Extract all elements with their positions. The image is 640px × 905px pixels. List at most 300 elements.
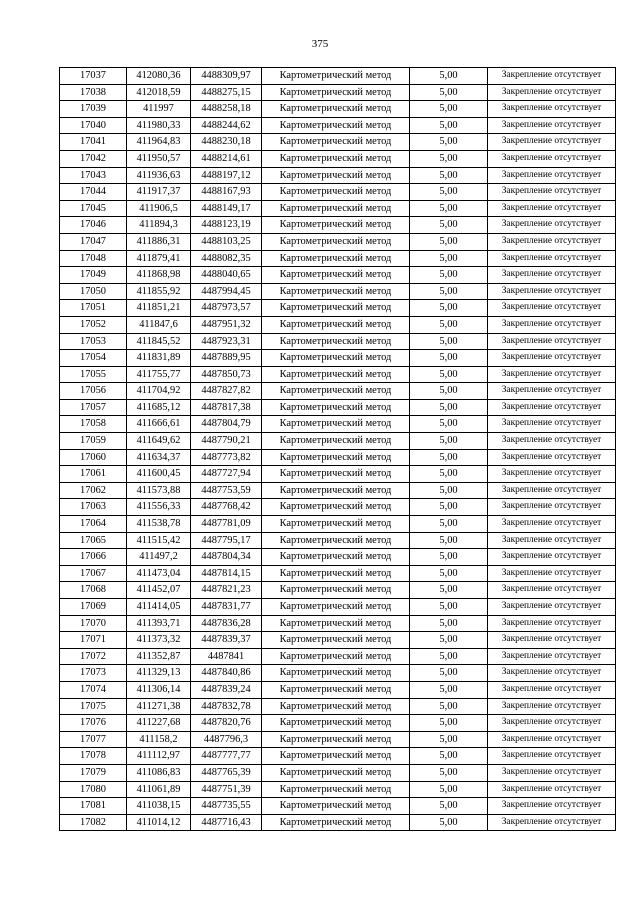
- method-cell: Картометрический метод: [262, 200, 410, 217]
- point-number-cell: 17053: [60, 333, 127, 350]
- accuracy-cell: 5,00: [410, 615, 488, 632]
- table-row: [60, 565, 616, 582]
- x-coordinate-cell: 411600,45: [127, 466, 191, 483]
- y-coordinate-cell: 4487836,28: [191, 615, 262, 632]
- x-coordinate-cell: 411851,21: [127, 300, 191, 317]
- fixation-cell: Закрепление отсутствует: [488, 416, 616, 433]
- point-number-cell: 17070: [60, 615, 127, 632]
- accuracy-cell: 5,00: [410, 416, 488, 433]
- accuracy-cell: 5,00: [410, 698, 488, 715]
- point-number-cell: 17052: [60, 316, 127, 333]
- x-coordinate-cell: 411847,6: [127, 316, 191, 333]
- accuracy-cell: 5,00: [410, 764, 488, 781]
- method-cell: Картометрический метод: [262, 648, 410, 665]
- x-coordinate-cell: 411227,68: [127, 715, 191, 732]
- table-row: [60, 715, 616, 732]
- table-row: [60, 117, 616, 134]
- x-coordinate-cell: 411950,57: [127, 150, 191, 167]
- table-row: [60, 781, 616, 798]
- method-cell: Картометрический метод: [262, 267, 410, 284]
- y-coordinate-cell: 4487889,95: [191, 350, 262, 367]
- accuracy-cell: 5,00: [410, 399, 488, 416]
- y-coordinate-cell: 4487923,31: [191, 333, 262, 350]
- accuracy-cell: 5,00: [410, 665, 488, 682]
- table-body: [60, 68, 616, 831]
- method-cell: Картометрический метод: [262, 781, 410, 798]
- y-coordinate-cell: 4487765,39: [191, 764, 262, 781]
- table-row: [60, 383, 616, 400]
- accuracy-cell: 5,00: [410, 134, 488, 151]
- y-coordinate-cell: 4487832,78: [191, 698, 262, 715]
- fixation-cell: Закрепление отсутствует: [488, 200, 616, 217]
- point-number-cell: 17075: [60, 698, 127, 715]
- x-coordinate-cell: 411894,3: [127, 217, 191, 234]
- method-cell: Картометрический метод: [262, 233, 410, 250]
- method-cell: Картометрический метод: [262, 532, 410, 549]
- point-number-cell: 17063: [60, 499, 127, 516]
- accuracy-cell: 5,00: [410, 449, 488, 466]
- accuracy-cell: 5,00: [410, 350, 488, 367]
- method-cell: Картометрический метод: [262, 565, 410, 582]
- y-coordinate-cell: 4488197,12: [191, 167, 262, 184]
- accuracy-cell: 5,00: [410, 233, 488, 250]
- fixation-cell: Закрепление отсутствует: [488, 150, 616, 167]
- x-coordinate-cell: 411685,12: [127, 399, 191, 416]
- method-cell: Картометрический метод: [262, 449, 410, 466]
- point-number-cell: 17045: [60, 200, 127, 217]
- fixation-cell: Закрепление отсутствует: [488, 449, 616, 466]
- fixation-cell: Закрепление отсутствует: [488, 333, 616, 350]
- fixation-cell: Закрепление отсутствует: [488, 466, 616, 483]
- y-coordinate-cell: 4487821,23: [191, 582, 262, 599]
- fixation-cell: Закрепление отсутствует: [488, 731, 616, 748]
- x-coordinate-cell: 411855,92: [127, 283, 191, 300]
- point-number-cell: 17066: [60, 549, 127, 566]
- fixation-cell: Закрепление отсутствует: [488, 499, 616, 516]
- point-number-cell: 17042: [60, 150, 127, 167]
- accuracy-cell: 5,00: [410, 267, 488, 284]
- y-coordinate-cell: 4487727,94: [191, 466, 262, 483]
- point-number-cell: 17057: [60, 399, 127, 416]
- y-coordinate-cell: 4487850,73: [191, 366, 262, 383]
- accuracy-cell: 5,00: [410, 68, 488, 85]
- y-coordinate-cell: 4487777,77: [191, 748, 262, 765]
- fixation-cell: Закрепление отсутствует: [488, 681, 616, 698]
- y-coordinate-cell: 4488040,65: [191, 267, 262, 284]
- point-number-cell: 17078: [60, 748, 127, 765]
- point-number-cell: 17067: [60, 565, 127, 582]
- method-cell: Картометрический метод: [262, 466, 410, 483]
- point-number-cell: 17077: [60, 731, 127, 748]
- x-coordinate-cell: 411845,52: [127, 333, 191, 350]
- fixation-cell: Закрепление отсутствует: [488, 549, 616, 566]
- fixation-cell: Закрепление отсутствует: [488, 101, 616, 118]
- fixation-cell: Закрепление отсутствует: [488, 615, 616, 632]
- point-number-cell: 17054: [60, 350, 127, 367]
- table-row: [60, 350, 616, 367]
- y-coordinate-cell: 4487790,21: [191, 433, 262, 450]
- x-coordinate-cell: 411538,78: [127, 516, 191, 533]
- fixation-cell: Закрепление отсутствует: [488, 250, 616, 267]
- y-coordinate-cell: 4487781,09: [191, 516, 262, 533]
- table-row: [60, 399, 616, 416]
- y-coordinate-cell: 4487735,55: [191, 798, 262, 815]
- x-coordinate-cell: 411997: [127, 101, 191, 118]
- point-number-cell: 17050: [60, 283, 127, 300]
- point-number-cell: 17080: [60, 781, 127, 798]
- fixation-cell: Закрепление отсутствует: [488, 350, 616, 367]
- x-coordinate-cell: 411573,88: [127, 482, 191, 499]
- y-coordinate-cell: 4487839,24: [191, 681, 262, 698]
- fixation-cell: Закрепление отсутствует: [488, 781, 616, 798]
- accuracy-cell: 5,00: [410, 715, 488, 732]
- table-row: [60, 68, 616, 85]
- table-row: [60, 101, 616, 118]
- table-row: [60, 482, 616, 499]
- fixation-cell: Закрепление отсутствует: [488, 582, 616, 599]
- x-coordinate-cell: 411649,62: [127, 433, 191, 450]
- accuracy-cell: 5,00: [410, 167, 488, 184]
- fixation-cell: Закрепление отсутствует: [488, 516, 616, 533]
- accuracy-cell: 5,00: [410, 101, 488, 118]
- y-coordinate-cell: 4488309,97: [191, 68, 262, 85]
- accuracy-cell: 5,00: [410, 117, 488, 134]
- table-row: [60, 250, 616, 267]
- y-coordinate-cell: 4487751,39: [191, 781, 262, 798]
- fixation-cell: Закрепление отсутствует: [488, 532, 616, 549]
- y-coordinate-cell: 4487814,15: [191, 565, 262, 582]
- table-row: [60, 582, 616, 599]
- fixation-cell: Закрепление отсутствует: [488, 433, 616, 450]
- table-row: [60, 184, 616, 201]
- fixation-cell: Закрепление отсутствует: [488, 482, 616, 499]
- method-cell: Картометрический метод: [262, 599, 410, 616]
- fixation-cell: Закрепление отсутствует: [488, 798, 616, 815]
- x-coordinate-cell: 411868,98: [127, 267, 191, 284]
- fixation-cell: Закрепление отсутствует: [488, 267, 616, 284]
- point-number-cell: 17079: [60, 764, 127, 781]
- y-coordinate-cell: 4487841: [191, 648, 262, 665]
- table-row: [60, 333, 616, 350]
- method-cell: Картометрический метод: [262, 399, 410, 416]
- table-row: [60, 233, 616, 250]
- x-coordinate-cell: 411393,71: [127, 615, 191, 632]
- point-number-cell: 17076: [60, 715, 127, 732]
- fixation-cell: Закрепление отсутствует: [488, 84, 616, 101]
- point-number-cell: 17044: [60, 184, 127, 201]
- x-coordinate-cell: 411666,61: [127, 416, 191, 433]
- y-coordinate-cell: 4487716,43: [191, 814, 262, 831]
- x-coordinate-cell: 411158,2: [127, 731, 191, 748]
- y-coordinate-cell: 4488082,35: [191, 250, 262, 267]
- x-coordinate-cell: 411964,83: [127, 134, 191, 151]
- accuracy-cell: 5,00: [410, 814, 488, 831]
- method-cell: Картометрический метод: [262, 350, 410, 367]
- accuracy-cell: 5,00: [410, 383, 488, 400]
- method-cell: Картометрический метод: [262, 433, 410, 450]
- table-row: [60, 84, 616, 101]
- y-coordinate-cell: 4488214,61: [191, 150, 262, 167]
- point-number-cell: 17061: [60, 466, 127, 483]
- x-coordinate-cell: 411271,38: [127, 698, 191, 715]
- point-number-cell: 17043: [60, 167, 127, 184]
- method-cell: Картометрический метод: [262, 665, 410, 682]
- page-number: 375: [311, 38, 329, 50]
- method-cell: Картометрический метод: [262, 499, 410, 516]
- coordinates-table: [59, 67, 616, 831]
- table-row: [60, 764, 616, 781]
- y-coordinate-cell: 4487827,82: [191, 383, 262, 400]
- y-coordinate-cell: 4487820,76: [191, 715, 262, 732]
- x-coordinate-cell: 411634,37: [127, 449, 191, 466]
- accuracy-cell: 5,00: [410, 648, 488, 665]
- fixation-cell: Закрепление отсутствует: [488, 134, 616, 151]
- method-cell: Картометрический метод: [262, 117, 410, 134]
- table-row: [60, 731, 616, 748]
- point-number-cell: 17060: [60, 449, 127, 466]
- x-coordinate-cell: 411879,41: [127, 250, 191, 267]
- accuracy-cell: 5,00: [410, 217, 488, 234]
- point-number-cell: 17074: [60, 681, 127, 698]
- method-cell: Картометрический метод: [262, 316, 410, 333]
- method-cell: Картометрический метод: [262, 283, 410, 300]
- x-coordinate-cell: 411061,89: [127, 781, 191, 798]
- x-coordinate-cell: 411306,14: [127, 681, 191, 698]
- table-row: [60, 748, 616, 765]
- y-coordinate-cell: 4487773,82: [191, 449, 262, 466]
- fixation-cell: Закрепление отсутствует: [488, 698, 616, 715]
- point-number-cell: 17065: [60, 532, 127, 549]
- accuracy-cell: 5,00: [410, 200, 488, 217]
- y-coordinate-cell: 4487804,79: [191, 416, 262, 433]
- point-number-cell: 17041: [60, 134, 127, 151]
- y-coordinate-cell: 4487795,17: [191, 532, 262, 549]
- point-number-cell: 17037: [60, 68, 127, 85]
- x-coordinate-cell: 411515,42: [127, 532, 191, 549]
- fixation-cell: Закрепление отсутствует: [488, 565, 616, 582]
- point-number-cell: 17046: [60, 217, 127, 234]
- fixation-cell: Закрепление отсутствует: [488, 366, 616, 383]
- point-number-cell: 17048: [60, 250, 127, 267]
- fixation-cell: Закрепление отсутствует: [488, 814, 616, 831]
- method-cell: Картометрический метод: [262, 383, 410, 400]
- fixation-cell: Закрепление отсутствует: [488, 117, 616, 134]
- method-cell: Картометрический метод: [262, 416, 410, 433]
- fixation-cell: Закрепление отсутствует: [488, 764, 616, 781]
- x-coordinate-cell: 411980,33: [127, 117, 191, 134]
- y-coordinate-cell: 4487796,3: [191, 731, 262, 748]
- accuracy-cell: 5,00: [410, 250, 488, 267]
- y-coordinate-cell: 4488230,18: [191, 134, 262, 151]
- x-coordinate-cell: 412080,36: [127, 68, 191, 85]
- fixation-cell: Закрепление отсутствует: [488, 167, 616, 184]
- method-cell: Картометрический метод: [262, 84, 410, 101]
- point-number-cell: 17071: [60, 632, 127, 649]
- point-number-cell: 17072: [60, 648, 127, 665]
- x-coordinate-cell: 411556,33: [127, 499, 191, 516]
- table-row: [60, 632, 616, 649]
- table-row: [60, 449, 616, 466]
- table-row: [60, 283, 616, 300]
- fixation-cell: Закрепление отсутствует: [488, 665, 616, 682]
- accuracy-cell: 5,00: [410, 366, 488, 383]
- table-row: [60, 300, 616, 317]
- accuracy-cell: 5,00: [410, 582, 488, 599]
- accuracy-cell: 5,00: [410, 482, 488, 499]
- method-cell: Картометрический метод: [262, 516, 410, 533]
- table-row: [60, 599, 616, 616]
- fixation-cell: Закрепление отсутствует: [488, 648, 616, 665]
- table-row: [60, 167, 616, 184]
- y-coordinate-cell: 4487839,37: [191, 632, 262, 649]
- accuracy-cell: 5,00: [410, 781, 488, 798]
- fixation-cell: Закрепление отсутствует: [488, 748, 616, 765]
- x-coordinate-cell: 411473,04: [127, 565, 191, 582]
- x-coordinate-cell: 411329,13: [127, 665, 191, 682]
- point-number-cell: 17051: [60, 300, 127, 317]
- table-row: [60, 366, 616, 383]
- point-number-cell: 17049: [60, 267, 127, 284]
- accuracy-cell: 5,00: [410, 731, 488, 748]
- table-row: [60, 549, 616, 566]
- table-row: [60, 648, 616, 665]
- table-row: [60, 516, 616, 533]
- fixation-cell: Закрепление отсутствует: [488, 217, 616, 234]
- accuracy-cell: 5,00: [410, 516, 488, 533]
- accuracy-cell: 5,00: [410, 798, 488, 815]
- x-coordinate-cell: 411755,77: [127, 366, 191, 383]
- table-row: [60, 433, 616, 450]
- method-cell: Картометрический метод: [262, 167, 410, 184]
- x-coordinate-cell: 411936,63: [127, 167, 191, 184]
- x-coordinate-cell: 411886,31: [127, 233, 191, 250]
- fixation-cell: Закрепление отсутствует: [488, 300, 616, 317]
- method-cell: Картометрический метод: [262, 300, 410, 317]
- method-cell: Картометрический метод: [262, 681, 410, 698]
- point-number-cell: 17039: [60, 101, 127, 118]
- table-row: [60, 200, 616, 217]
- y-coordinate-cell: 4487768,42: [191, 499, 262, 516]
- point-number-cell: 17059: [60, 433, 127, 450]
- table-row: [60, 499, 616, 516]
- point-number-cell: 17040: [60, 117, 127, 134]
- point-number-cell: 17068: [60, 582, 127, 599]
- y-coordinate-cell: 4488149,17: [191, 200, 262, 217]
- point-number-cell: 17058: [60, 416, 127, 433]
- method-cell: Картометрический метод: [262, 798, 410, 815]
- accuracy-cell: 5,00: [410, 433, 488, 450]
- method-cell: Картометрический метод: [262, 615, 410, 632]
- fixation-cell: Закрепление отсутствует: [488, 599, 616, 616]
- method-cell: Картометрический метод: [262, 68, 410, 85]
- point-number-cell: 17047: [60, 233, 127, 250]
- x-coordinate-cell: 411112,97: [127, 748, 191, 765]
- accuracy-cell: 5,00: [410, 632, 488, 649]
- y-coordinate-cell: 4488123,19: [191, 217, 262, 234]
- fixation-cell: Закрепление отсутствует: [488, 68, 616, 85]
- method-cell: Картометрический метод: [262, 582, 410, 599]
- point-number-cell: 17056: [60, 383, 127, 400]
- method-cell: Картометрический метод: [262, 184, 410, 201]
- accuracy-cell: 5,00: [410, 681, 488, 698]
- fixation-cell: Закрепление отсутствует: [488, 283, 616, 300]
- method-cell: Картометрический метод: [262, 217, 410, 234]
- point-number-cell: 17082: [60, 814, 127, 831]
- y-coordinate-cell: 4487753,59: [191, 482, 262, 499]
- method-cell: Картометрический метод: [262, 731, 410, 748]
- method-cell: Картометрический метод: [262, 134, 410, 151]
- x-coordinate-cell: 411373,32: [127, 632, 191, 649]
- y-coordinate-cell: 4487973,57: [191, 300, 262, 317]
- x-coordinate-cell: 411906,5: [127, 200, 191, 217]
- table-row: [60, 532, 616, 549]
- method-cell: Картометрический метод: [262, 748, 410, 765]
- method-cell: Картометрический метод: [262, 333, 410, 350]
- point-number-cell: 17069: [60, 599, 127, 616]
- table-row: [60, 416, 616, 433]
- x-coordinate-cell: 411352,87: [127, 648, 191, 665]
- table-row: [60, 665, 616, 682]
- table-row: [60, 798, 616, 815]
- x-coordinate-cell: 411831,89: [127, 350, 191, 367]
- table-row: [60, 217, 616, 234]
- x-coordinate-cell: 411917,37: [127, 184, 191, 201]
- accuracy-cell: 5,00: [410, 748, 488, 765]
- method-cell: Картометрический метод: [262, 715, 410, 732]
- accuracy-cell: 5,00: [410, 333, 488, 350]
- y-coordinate-cell: 4487994,45: [191, 283, 262, 300]
- method-cell: Картометрический метод: [262, 764, 410, 781]
- x-coordinate-cell: 412018,59: [127, 84, 191, 101]
- x-coordinate-cell: 411452,07: [127, 582, 191, 599]
- accuracy-cell: 5,00: [410, 565, 488, 582]
- fixation-cell: Закрепление отсутствует: [488, 316, 616, 333]
- y-coordinate-cell: 4487804,34: [191, 549, 262, 566]
- point-number-cell: 17064: [60, 516, 127, 533]
- x-coordinate-cell: 411086,83: [127, 764, 191, 781]
- accuracy-cell: 5,00: [410, 184, 488, 201]
- point-number-cell: 17062: [60, 482, 127, 499]
- x-coordinate-cell: 411704,92: [127, 383, 191, 400]
- accuracy-cell: 5,00: [410, 150, 488, 167]
- y-coordinate-cell: 4487840,86: [191, 665, 262, 682]
- y-coordinate-cell: 4488258,18: [191, 101, 262, 118]
- accuracy-cell: 5,00: [410, 316, 488, 333]
- y-coordinate-cell: 4488244,62: [191, 117, 262, 134]
- accuracy-cell: 5,00: [410, 499, 488, 516]
- method-cell: Картометрический метод: [262, 814, 410, 831]
- accuracy-cell: 5,00: [410, 599, 488, 616]
- table-row: [60, 134, 616, 151]
- point-number-cell: 17055: [60, 366, 127, 383]
- accuracy-cell: 5,00: [410, 532, 488, 549]
- method-cell: Картометрический метод: [262, 366, 410, 383]
- accuracy-cell: 5,00: [410, 84, 488, 101]
- method-cell: Картометрический метод: [262, 698, 410, 715]
- y-coordinate-cell: 4487831,77: [191, 599, 262, 616]
- accuracy-cell: 5,00: [410, 283, 488, 300]
- table-row: [60, 150, 616, 167]
- fixation-cell: Закрепление отсутствует: [488, 233, 616, 250]
- x-coordinate-cell: 411038,15: [127, 798, 191, 815]
- table-row: [60, 814, 616, 831]
- table-row: [60, 615, 616, 632]
- x-coordinate-cell: 411497,2: [127, 549, 191, 566]
- method-cell: Картометрический метод: [262, 549, 410, 566]
- table-row: [60, 267, 616, 284]
- fixation-cell: Закрепление отсутствует: [488, 184, 616, 201]
- y-coordinate-cell: 4487817,38: [191, 399, 262, 416]
